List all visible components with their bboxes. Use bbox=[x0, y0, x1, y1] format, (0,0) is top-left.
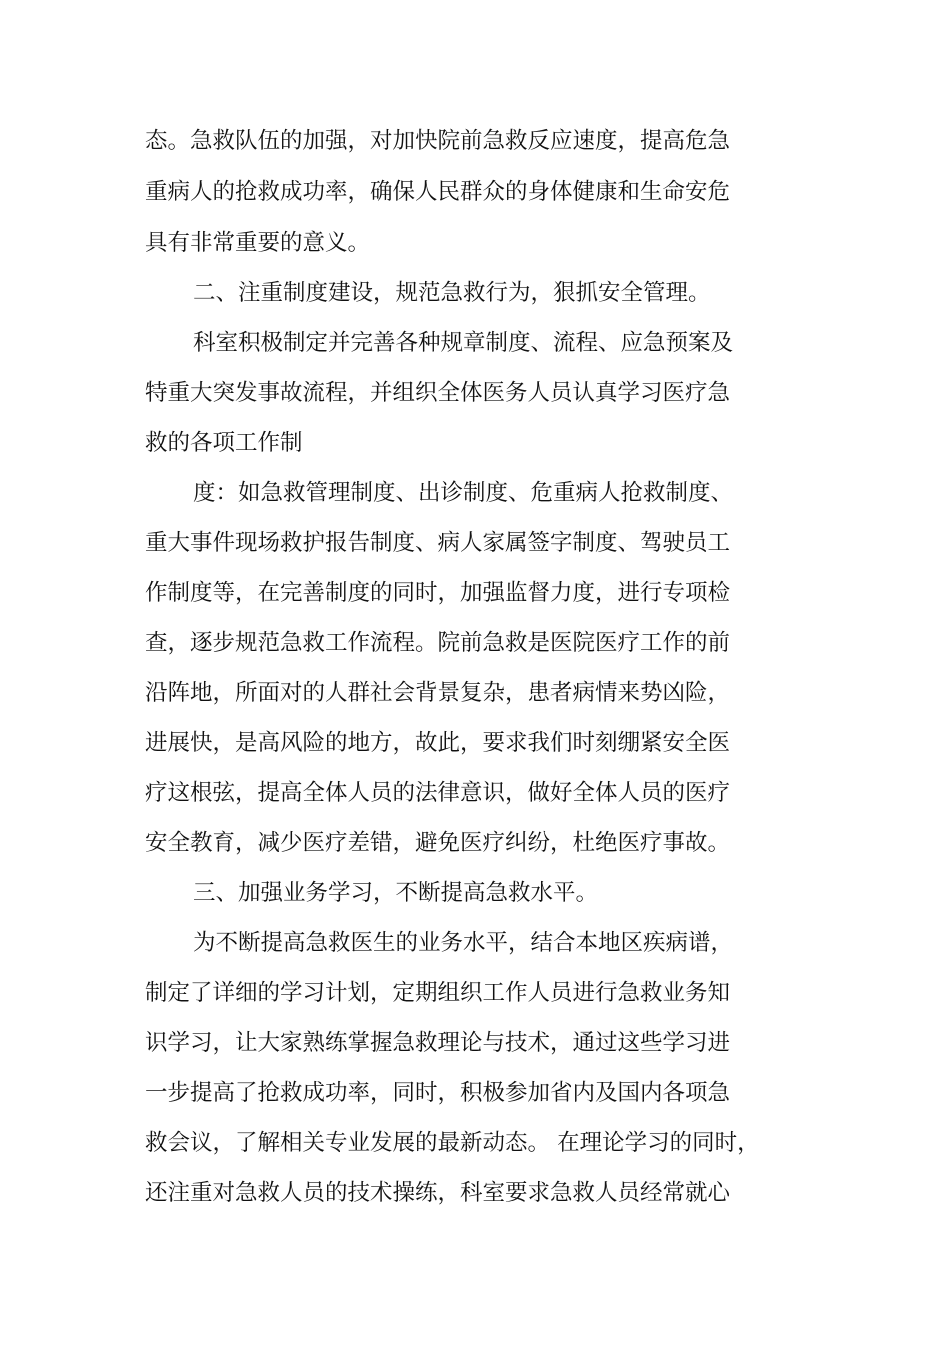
text-line: 具有非常重要的意义。 bbox=[145, 230, 371, 256]
text-line: 安全教育，减少医疗差错，避免医疗纠纷，杜绝医疗事故。 bbox=[145, 830, 731, 856]
text-line: 作制度等，在完善制度的同时，加强监督力度，进行专项检 bbox=[145, 580, 731, 606]
text-line: 重大事件现场救护报告制度、病人家属签字制度、驾驶员工 bbox=[145, 530, 731, 556]
text-line: 救的各项工作制 bbox=[145, 430, 303, 456]
text-line: 态。急救队伍的加强，对加快院前急救反应速度，提高危急 bbox=[145, 128, 731, 154]
text-line: 为不断提高急救医生的业务水平，结合本地区疾病谱， bbox=[193, 930, 734, 956]
text-line: 识学习，让大家熟练掌握急救理论与技术，通过这些学习进 bbox=[145, 1030, 731, 1056]
text-line: 重病人的抢救成功率，确保人民群众的身体健康和生命安危 bbox=[145, 179, 731, 205]
text-line: 进展快，是高风险的地方，故此，要求我们时刻绷紧安全医 bbox=[145, 730, 731, 756]
text-line: 救会议，了解相关专业发展的最新动态。 在理论学习的同时， bbox=[145, 1130, 760, 1156]
text-line: 还注重对急救人员的技术操练，科室要求急救人员经常就心 bbox=[145, 1180, 731, 1206]
section-heading: 三、加强业务学习，不断提高急救水平。 bbox=[193, 880, 599, 906]
text-line: 度：如急救管理制度、出诊制度、危重病人抢救制度、 bbox=[193, 480, 734, 506]
text-line: 疗这根弦，提高全体人员的法律意识，做好全体人员的医疗 bbox=[145, 780, 731, 806]
text-line: 科室积极制定并完善各种规章制度、流程、应急预案及 bbox=[193, 330, 734, 356]
text-line: 查，逐步规范急救工作流程。院前急救是医院医疗工作的前 bbox=[145, 630, 731, 656]
text-line: 沿阵地，所面对的人群社会背景复杂，患者病情来势凶险， bbox=[145, 680, 731, 706]
text-line: 制定了详细的学习计划，定期组织工作人员进行急救业务知 bbox=[145, 980, 731, 1006]
text-line: 特重大突发事故流程，并组织全体医务人员认真学习医疗急 bbox=[145, 380, 731, 406]
section-heading: 二、注重制度建设，规范急救行为，狠抓安全管理。 bbox=[193, 280, 711, 306]
text-line: 一步提高了抢救成功率，同时，积极参加省内及国内各项急 bbox=[145, 1080, 731, 1106]
